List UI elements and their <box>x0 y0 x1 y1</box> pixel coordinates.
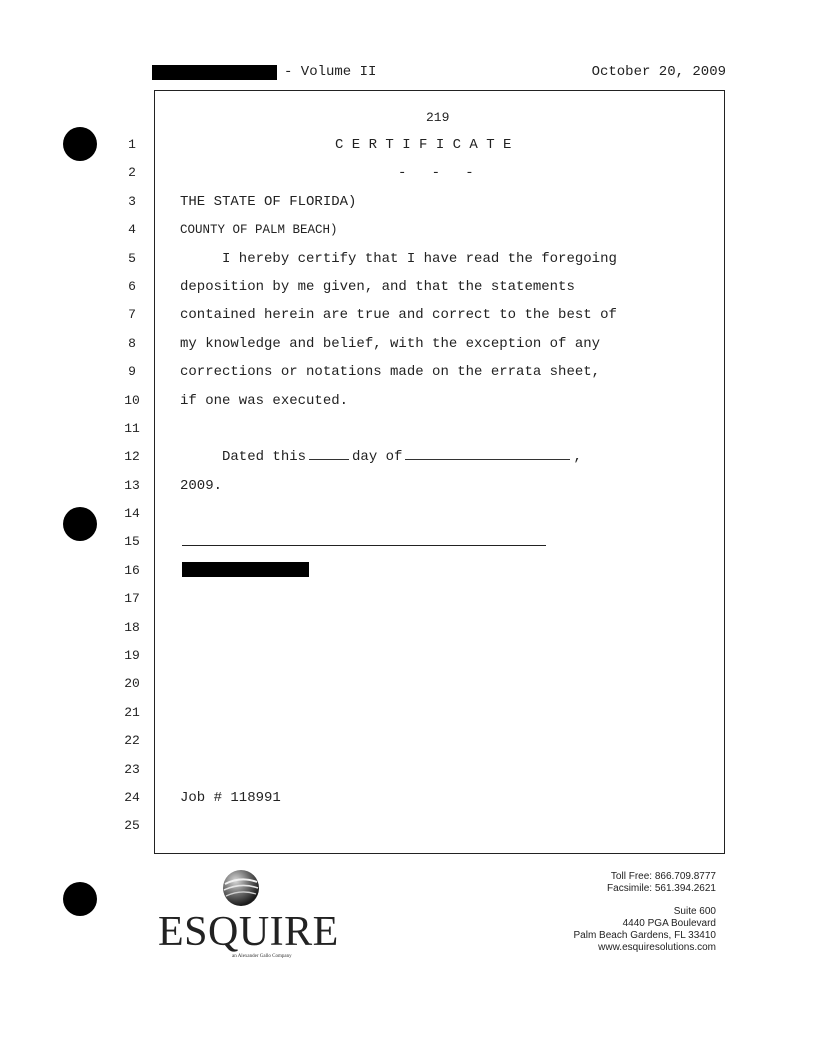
day-blank <box>309 447 349 460</box>
suite: Suite 600 <box>673 906 716 917</box>
text-line: corrections or notations made on the errata sheet, <box>180 364 601 381</box>
line-number: 24 <box>124 789 140 805</box>
certificate-title: C E R T I F I C A T E <box>335 137 512 153</box>
binder-hole-top <box>63 127 97 161</box>
binder-hole-bottom <box>63 882 97 916</box>
line-number: 25 <box>124 818 140 834</box>
page-header <box>152 63 726 83</box>
line-number: 4 <box>128 222 136 238</box>
line-number: 17 <box>124 591 140 607</box>
transcript-body <box>180 131 720 812</box>
line-number: 8 <box>128 335 136 351</box>
esquire-logo <box>150 866 340 962</box>
line-number: 13 <box>124 477 140 493</box>
text-line: contained herein are true and correct to the best of <box>180 307 617 324</box>
city-state-zip: Palm Beach Gardens, FL 33410 <box>573 930 716 941</box>
dated-suffix: , <box>573 449 582 466</box>
line-number: 3 <box>128 193 136 209</box>
year-line: 2009. <box>180 477 223 494</box>
blank-line <box>180 528 720 556</box>
line-number: 10 <box>124 392 140 408</box>
line-number: 16 <box>124 562 140 578</box>
globe-icon <box>221 868 261 908</box>
month-blank <box>405 447 570 460</box>
text-line: I hereby certify that I have read the foregoing <box>180 250 617 267</box>
line-number: 1 <box>128 137 136 152</box>
volume-label: - Volume II <box>284 64 377 80</box>
line-number: 11 <box>124 420 140 436</box>
blank-line <box>180 415 720 443</box>
line-number: 18 <box>124 619 140 635</box>
deposition-date: October 20, 2009 <box>591 64 726 80</box>
line-number: 12 <box>124 449 140 465</box>
binder-hole-middle <box>63 507 97 541</box>
blank-line <box>180 585 720 613</box>
line-number: 22 <box>124 733 140 749</box>
blank-line <box>180 670 720 698</box>
line-numbers <box>112 131 152 841</box>
facsimile: Facsimile: 561.394.2621 <box>607 883 716 894</box>
blank-line <box>180 727 720 755</box>
blank-line <box>180 699 720 727</box>
text-line: if one was executed. <box>180 392 349 409</box>
brand-name: ESQUIRE <box>158 909 339 955</box>
blank-line <box>180 614 720 642</box>
dated-line <box>180 443 720 471</box>
line-number: 7 <box>128 307 136 323</box>
line-number: 2 <box>128 165 136 181</box>
blank-line <box>180 756 720 784</box>
line-number: 19 <box>124 648 140 664</box>
county-line: COUNTY OF PALM BEACH) <box>180 223 338 238</box>
street-address: 4440 PGA Boulevard <box>622 918 716 929</box>
website: www.esquiresolutions.com <box>598 942 716 953</box>
blank-line <box>180 500 720 528</box>
text-line: deposition by me given, and that the statements <box>180 278 575 295</box>
line-number: 23 <box>124 761 140 777</box>
brand-tagline: an Alexander Gallo Company <box>232 954 292 959</box>
line-number: 14 <box>124 506 140 522</box>
state-line: THE STATE OF FLORIDA) <box>180 193 357 210</box>
contact-info <box>574 871 717 954</box>
job-number: Job # 118991 <box>180 789 281 806</box>
line-number: 6 <box>128 278 136 294</box>
text-line: my knowledge and belief, with the exception of any <box>180 335 601 352</box>
redaction-bar <box>152 65 277 80</box>
signature-line <box>182 545 546 546</box>
dated-mid: day of <box>352 449 403 466</box>
line-number: 9 <box>128 364 136 380</box>
title-dashes: - - - <box>398 165 474 182</box>
line-number: 20 <box>124 676 140 692</box>
toll-free: Toll Free: 866.709.8777 <box>610 871 716 882</box>
blank-line <box>180 642 720 670</box>
line-number: 5 <box>128 250 136 266</box>
dated-prefix: Dated this <box>180 449 307 466</box>
line-number: 21 <box>124 704 140 720</box>
page-number: 219 <box>426 110 450 125</box>
line-number: 15 <box>124 534 140 550</box>
redaction-bar <box>182 562 309 577</box>
